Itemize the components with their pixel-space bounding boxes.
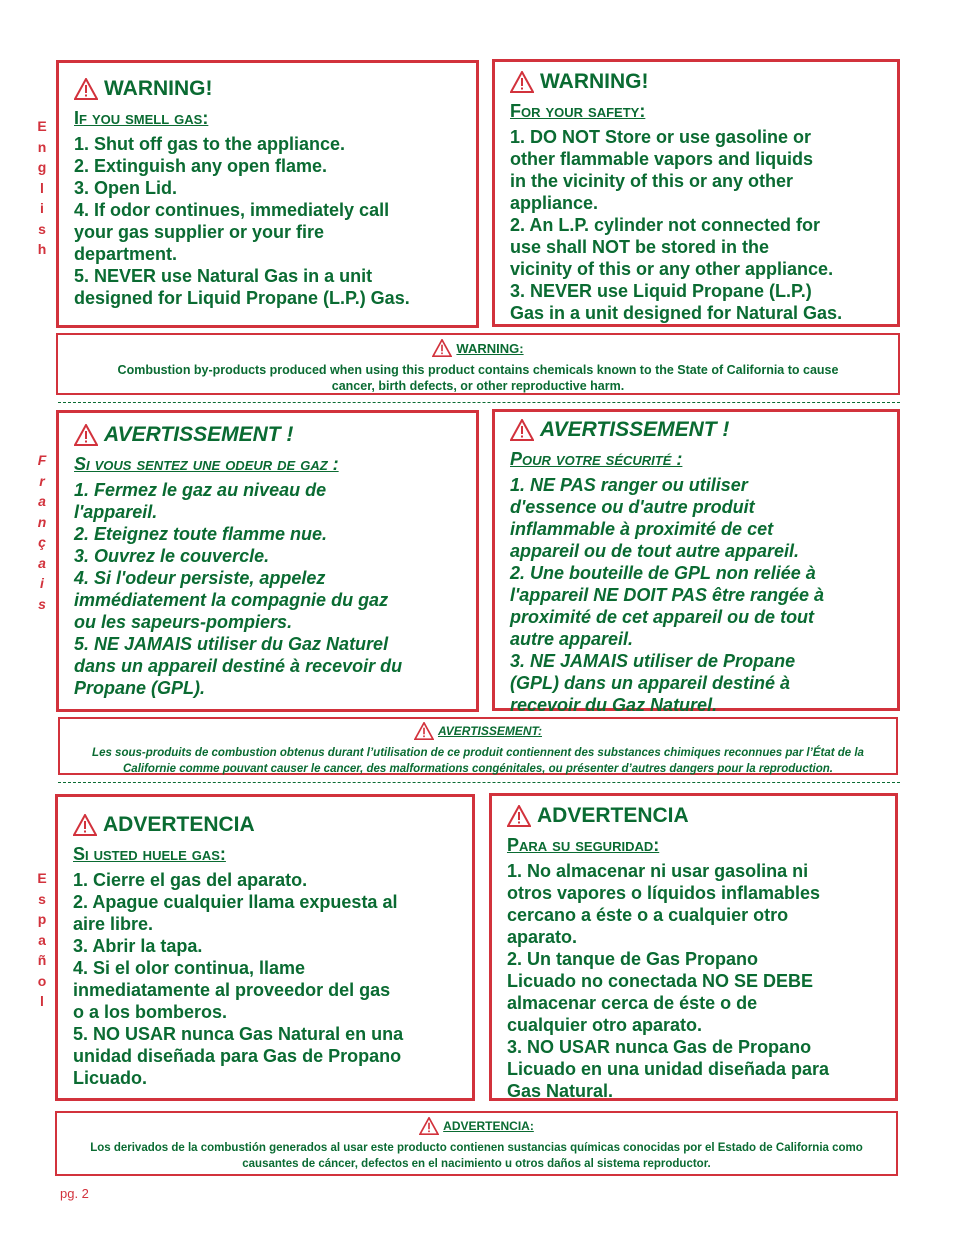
note-title: ADVERTENCIA:: [443, 1119, 534, 1133]
text-line: 3. NO USAR nunca Gas de Propano: [507, 1037, 812, 1057]
text-line: appliance.: [510, 193, 599, 213]
side-label-francais: [36, 450, 48, 614]
text-line: 5. NEVER use Natural Gas in a unit: [74, 266, 373, 286]
instruction-list: [507, 860, 889, 1102]
text-line: department.: [74, 244, 178, 264]
text-line: proximité de cet appareil ou de tout: [510, 607, 815, 627]
text-line: o a los bomberos.: [73, 1002, 228, 1022]
instruction-list: [73, 869, 466, 1089]
warning-box-for-your-safety: [492, 59, 900, 327]
warning-triangle-icon: [510, 419, 534, 441]
instruction-list: [510, 474, 891, 716]
text-line: d'essence ou d'autre produit: [510, 497, 755, 517]
warning-title: AVERTISSEMENT !: [540, 418, 730, 441]
section-subtitle: If you smell gas:: [74, 108, 209, 128]
text-line: aparato.: [507, 927, 578, 947]
text-line: Gas in a unit designed for Natural Gas.: [510, 303, 843, 323]
section-divider: [58, 402, 900, 403]
section-subtitle: Pour votre sécurité :: [510, 449, 683, 469]
text-line: Licuado en una unidad diseñada para: [507, 1059, 830, 1079]
text-line: Licuado no conectada NO SE DEBE: [507, 971, 814, 991]
california-advertencia-note: [55, 1111, 898, 1176]
text-line: in the vicinity of this or any other: [510, 171, 794, 191]
label-letter: F: [37, 452, 47, 468]
label-letter: E: [37, 870, 47, 886]
text-line: Propane (GPL).: [74, 678, 206, 698]
text-line: immédiatement la compagnie du gaz: [74, 590, 389, 610]
text-line: 1. Shut off gas to the appliance.: [74, 134, 346, 154]
text-line: ou les sapeurs-pompiers.: [74, 612, 293, 632]
text-line: 4. If odor continues, immediately call: [74, 200, 390, 220]
text-line: Licuado.: [73, 1068, 148, 1088]
label-letter: r: [39, 472, 45, 489]
label-letter: n: [37, 513, 47, 530]
text-line: dans un appareil destiné à recevoir du: [74, 656, 403, 676]
warning-title: ADVERTENCIA: [103, 813, 255, 836]
note-text: [67, 1140, 886, 1172]
text-line: Combustion by-products produced when using this product contains chemicals known to the State of California to cause: [117, 363, 839, 377]
warning-triangle-icon: [507, 805, 531, 827]
page-number: pg. 2: [60, 1186, 89, 1201]
label-letter: n: [37, 138, 47, 155]
text-line: otros vapores o líquidos inflamables: [507, 883, 821, 903]
label-letter: s: [38, 595, 46, 612]
text-line: 4. Si el olor continua, llame: [73, 958, 306, 978]
text-line: (GPL) dans un appareil destiné à: [510, 673, 791, 693]
text-line: l'appareil NE DOIT PAS être rangée à: [510, 585, 825, 605]
note-title: AVERTISSEMENT:: [437, 724, 542, 738]
section-divider: [58, 782, 900, 783]
warning-title: AVERTISSEMENT !: [104, 423, 294, 446]
note-text: [70, 745, 886, 777]
label-letter: a: [38, 931, 46, 948]
text-line: appareil ou de tout autre appareil.: [510, 541, 800, 561]
label-letter: a: [38, 554, 46, 571]
label-letter: l: [40, 993, 44, 1009]
text-line: 2. Un tanque de Gas Propano: [507, 949, 759, 969]
warning-triangle-icon: [419, 1117, 439, 1135]
avertissement-box-votre-securite: [492, 409, 900, 715]
text-line: inflammable à proximité de cet: [510, 519, 774, 539]
side-label-espanol: [36, 868, 48, 1012]
label-letter: s: [38, 890, 46, 907]
label-letter: ç: [38, 534, 46, 550]
text-line: 2. Extinguish any open flame.: [74, 156, 328, 176]
section-subtitle: For your safety:: [510, 101, 646, 121]
text-line: 1. DO NOT Store or use gasoline or: [510, 127, 812, 147]
warning-triangle-icon: [74, 78, 98, 100]
text-line: Californie comme pouvant causer le cancer, des malformations congénitales, ou présenter d’autres dangers pour la reproduction.: [123, 763, 833, 775]
text-line: 1. Fermez le gaz au niveau de: [74, 480, 327, 500]
label-letter: o: [37, 972, 47, 989]
text-line: 3. NE JAMAIS utiliser de Propane: [510, 651, 796, 671]
text-line: 2. An L.P. cylinder not connected for: [510, 215, 821, 235]
label-letter: s: [38, 220, 46, 237]
text-line: Les sous-produits de combustion obtenus durant l’utilisation de ce produit contiennent des substances chimiques reconnues par l’État de la: [92, 747, 864, 759]
side-label-english: [36, 116, 48, 260]
avertissement-box-odeur-de-gaz: [56, 410, 479, 712]
instruction-list: [74, 479, 468, 699]
california-warning-note: [56, 333, 900, 395]
label-letter: a: [38, 493, 46, 509]
text-line: vicinity of this or any other appliance.: [510, 259, 834, 279]
text-line: 3. NEVER use Liquid Propane (L.P.): [510, 281, 812, 301]
advertencia-box-su-seguridad: [489, 793, 898, 1101]
advertencia-box-huele-gas: [55, 794, 475, 1101]
section-subtitle: Si usted huele gas:: [73, 844, 226, 864]
label-letter: h: [37, 241, 47, 257]
text-line: unidad diseñada para Gas de Propano: [73, 1046, 402, 1066]
text-line: use shall NOT be stored in the: [510, 237, 770, 257]
instruction-list: [74, 133, 462, 309]
text-line: 4. Si l'odeur persiste, appelez: [74, 568, 326, 588]
label-letter: ñ: [37, 952, 47, 968]
warning-title: WARNING!: [540, 70, 649, 93]
label-letter: g: [37, 159, 47, 175]
text-line: 1. NE PAS ranger ou utiliser: [510, 475, 748, 495]
warning-triangle-icon: [510, 71, 534, 93]
text-line: l'appareil.: [74, 502, 158, 522]
text-line: other flammable vapors and liquids: [510, 149, 814, 169]
text-line: recevoir du Gaz Naturel.: [510, 695, 718, 715]
text-line: aire libre.: [73, 914, 154, 934]
text-line: autre appareil.: [510, 629, 634, 649]
text-line: 3. Ouvrez le couvercle.: [74, 546, 270, 566]
text-line: 3. Abrir la tapa.: [73, 936, 203, 956]
note-text: [70, 362, 886, 394]
text-line: 2. Apague cualquier llama expuesta al: [73, 892, 398, 912]
text-line: 3. Open Lid.: [74, 178, 178, 198]
text-line: cercano a éste o a cualquier otro: [507, 905, 789, 925]
note-title: WARNING:: [456, 340, 524, 356]
text-line: 5. NE JAMAIS utiliser du Gaz Naturel: [74, 634, 389, 654]
text-line: 1. Cierre el gas del aparato.: [73, 870, 308, 890]
warning-triangle-icon: [432, 339, 452, 357]
text-line: inmediatamente al proveedor del gas: [73, 980, 391, 1000]
text-line: causantes de cáncer, defectos en el nacimiento u otros daños al sistema reproductor.: [242, 1158, 711, 1170]
text-line: almacenar cerca de éste o de: [507, 993, 758, 1013]
warning-triangle-icon: [74, 424, 98, 446]
warning-triangle-icon: [73, 814, 97, 836]
text-line: 2. Une bouteille de GPL non reliée à: [510, 563, 816, 583]
label-letter: p: [37, 911, 47, 927]
label-letter: l: [40, 179, 44, 196]
text-line: Gas Natural.: [507, 1081, 614, 1101]
instruction-list: [510, 126, 885, 324]
label-letter: i: [40, 575, 44, 591]
text-line: 2. Eteignez toute flamme nue.: [74, 524, 328, 544]
text-line: your gas supplier or your fire: [74, 222, 325, 242]
text-line: cancer, birth defects, or other reproductive harm.: [331, 379, 625, 393]
text-line: 5. NO USAR nunca Gas Natural en una: [73, 1024, 404, 1044]
warning-box-if-you-smell-gas: [56, 60, 479, 328]
label-letter: E: [37, 118, 47, 134]
text-line: designed for Liquid Propane (L.P.) Gas.: [74, 288, 410, 308]
warning-triangle-icon: [414, 722, 434, 740]
warning-title: ADVERTENCIA: [537, 804, 689, 827]
text-line: 1. No almacenar ni usar gasolina ni: [507, 861, 809, 881]
california-avertissement-note: [58, 717, 898, 775]
text-line: Los derivados de la combustión generados al usar este producto contienen sustancias químicas conocidas por el Estado de California como: [90, 1142, 863, 1154]
section-subtitle: Para su seguridad:: [507, 835, 660, 855]
label-letter: i: [40, 200, 44, 216]
section-subtitle: Si vous sentez une odeur de gaz :: [74, 454, 339, 474]
text-line: cualquier otro aparato.: [507, 1015, 703, 1035]
warning-title: WARNING!: [104, 77, 213, 100]
